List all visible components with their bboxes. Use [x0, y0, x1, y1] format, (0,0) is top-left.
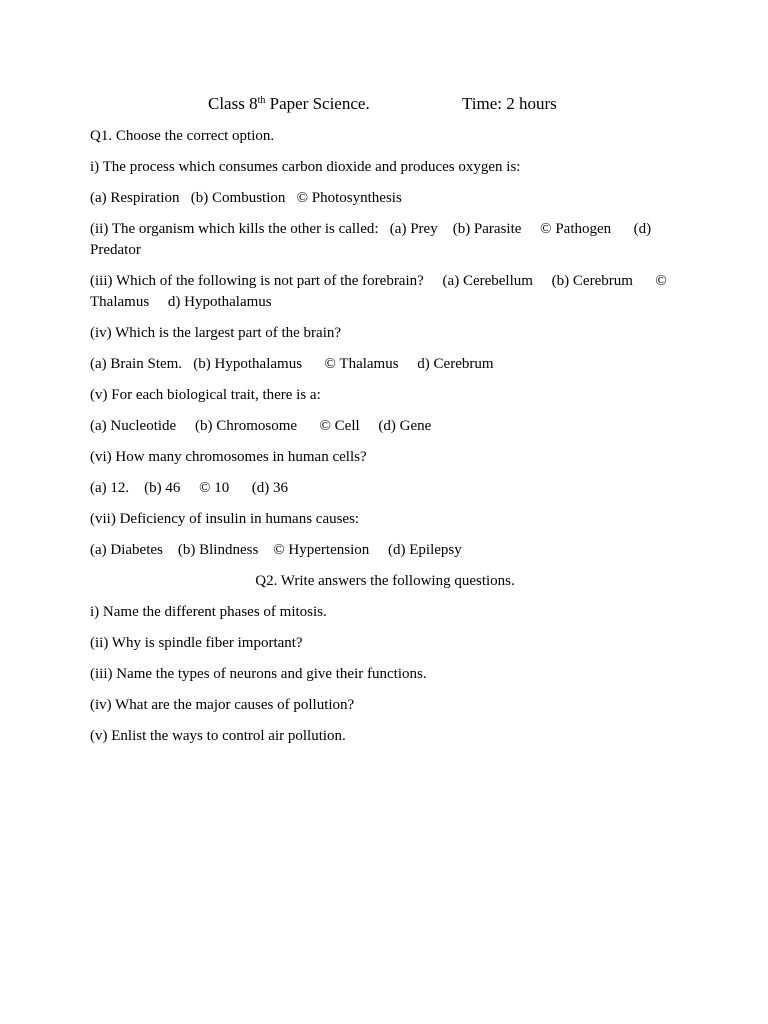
q1-question-4: (iv) Which is the largest part of the brain? — [90, 325, 342, 341]
q1-question-5: (v) For each biological trait, there is a: — [90, 387, 321, 403]
q2-question-2: (ii) Why is spindle fiber important? — [90, 635, 303, 651]
q1-options-4: (a) Brain Stem. (b) Hypothalamus © Thalamus d) Cerebrum — [90, 356, 494, 372]
q2-question-5: (v) Enlist the ways to control air pollution. — [90, 728, 346, 744]
q1-options-5: (a) Nucleotide (b) Chromosome © Cell (d) Gene — [90, 418, 432, 434]
q1-options-6: (a) 12. (b) 46 © 10 (d) 36 — [90, 480, 289, 496]
q1-question-6: (vi) How many chromosomes in human cells? — [90, 449, 367, 465]
class-title-superscript: th — [257, 95, 266, 106]
class-title — [208, 92, 370, 116]
q1-options-7: (a) Diabetes (b) Blindness © Hypertension (d) Epilepsy — [90, 542, 462, 558]
q2-heading: Q2. Write answers the following questions. — [255, 573, 515, 589]
q2-question-1: i) Name the different phases of mitosis. — [90, 604, 327, 620]
time-label: Time: 2 hours — [462, 94, 557, 113]
class-title-prefix: Class 8 — [208, 94, 258, 113]
q1-options-1: (a) Respiration (b) Combustion © Photosynthesis — [90, 190, 402, 206]
q1-question-2: (ii) The organism which kills the other is called: (a) Prey (b) Parasite © Pathogen (d) Predator — [90, 221, 655, 258]
class-title-suffix: Paper Science. — [265, 94, 370, 113]
q1-question-3: (iii) Which of the following is not part of the forebrain? (a) Cerebellum (b) Cerebrum © Thalamus d) Hypothalamus — [90, 273, 671, 310]
paper-header — [90, 92, 680, 116]
q1-question-7: (vii) Deficiency of insulin in humans causes: — [90, 511, 360, 527]
q1-question-1: i) The process which consumes carbon dioxide and produces oxygen is: — [90, 159, 521, 175]
q1-heading: Q1. Choose the correct option. — [90, 128, 275, 144]
exam-paper — [90, 92, 680, 757]
q2-question-4: (iv) What are the major causes of pollution? — [90, 697, 355, 713]
q2-question-3: (iii) Name the types of neurons and give their functions. — [90, 666, 427, 682]
